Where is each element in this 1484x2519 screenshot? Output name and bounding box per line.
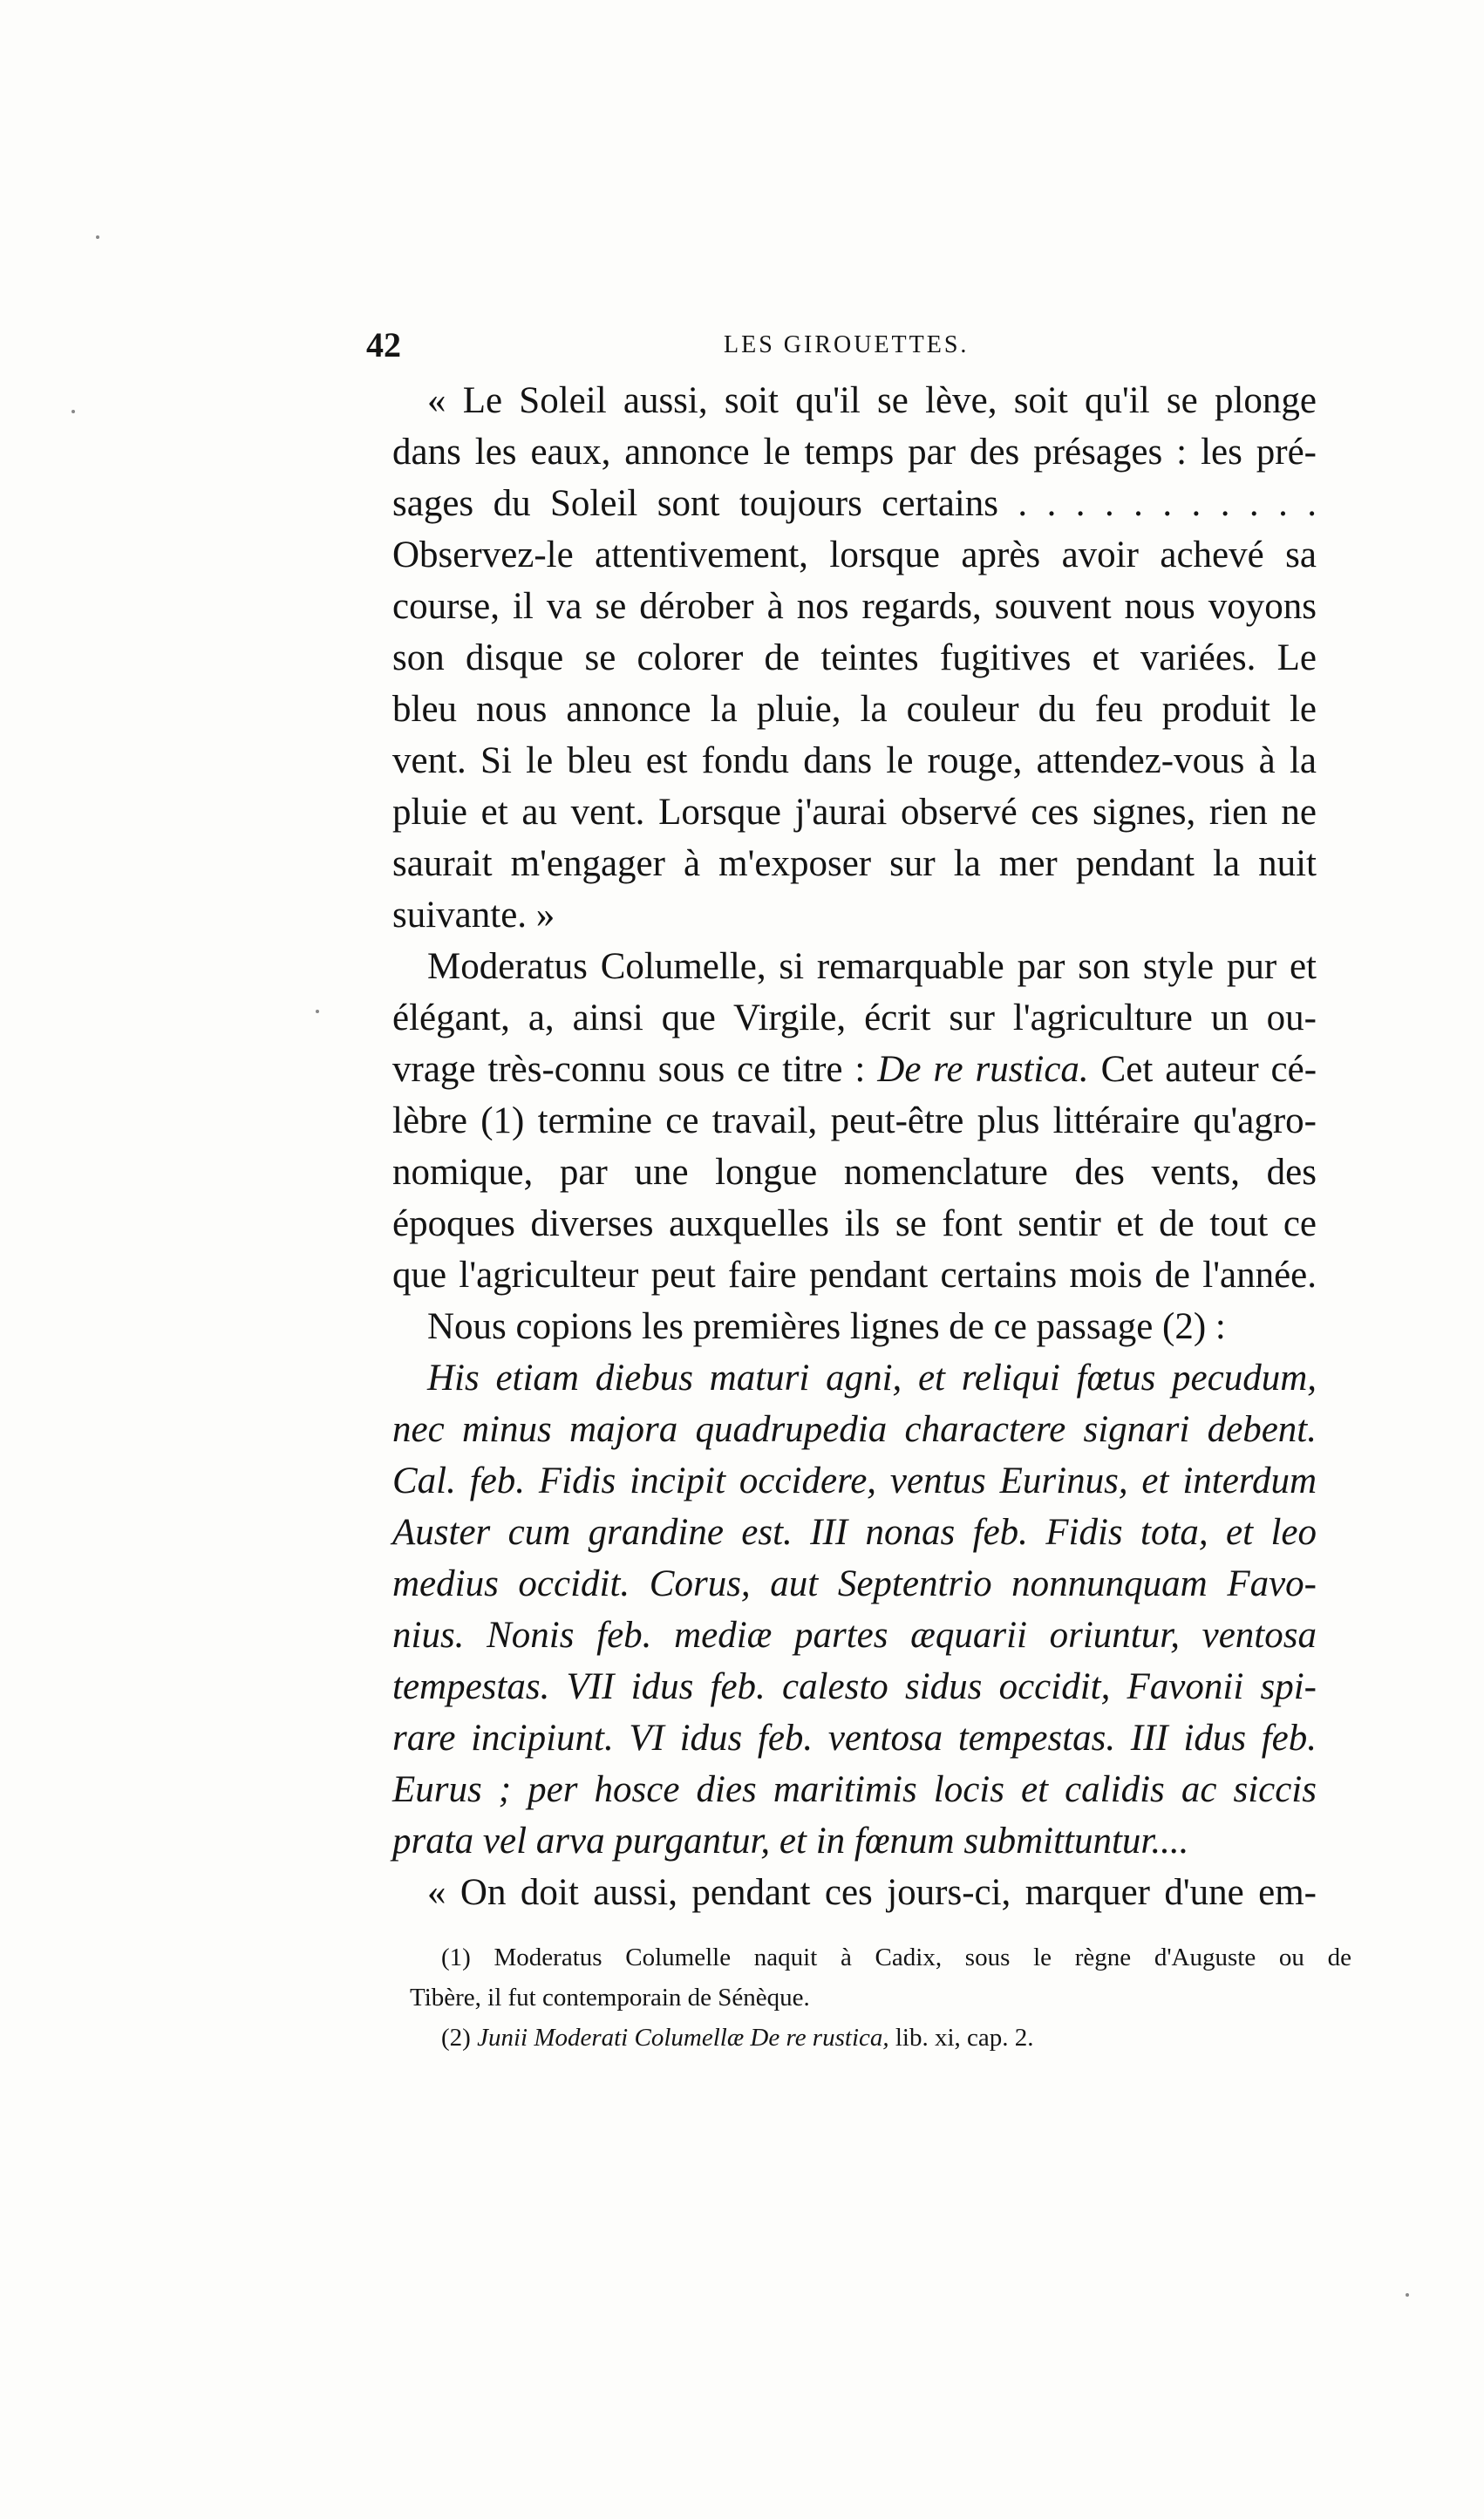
latin-line: Cal. feb. Fidis incipit occidere, ventus Eurinus, et interdum <box>392 1460 1317 1501</box>
text-segment: vrage très-connu sous ce titre : <box>392 1049 866 1090</box>
text-line: course, il va se dérober à nos regards, souvent nous voyons <box>392 586 1317 627</box>
text-line: suivante. » <box>392 895 555 936</box>
paper-speck <box>1406 2293 1409 2297</box>
paper-speck <box>96 235 99 239</box>
text-line-mixed <box>392 1044 1317 1095</box>
text-line: « On doit aussi, pendant ces jours-ci, marquer d'une em- <box>427 1872 1317 1913</box>
text-line: pluie et au vent. Lorsque j'aurai observé ces signes, rien ne <box>392 792 1317 833</box>
latin-line: Eurus ; per hosce dies maritimis locis et calidis ac siccis <box>392 1769 1317 1810</box>
footnotes <box>410 1937 1351 2058</box>
text-segment: Cet auteur cé- <box>1100 1049 1317 1090</box>
text-line: lèbre (1) termine ce travail, peut-être plus littéraire qu'agro- <box>392 1100 1317 1141</box>
text-line: nomique, par une longue nomenclature des vents, des <box>392 1152 1317 1193</box>
text-line: élégant, a, ainsi que Virgile, écrit sur l'agriculture un ou- <box>392 997 1317 1038</box>
footnote-2-number: (2) <box>441 2024 471 2052</box>
footnote-2-title: Junii Moderati Columellæ De re rustica, <box>477 2024 889 2052</box>
text-line: Moderatus Columelle, si remarquable par son style pur et <box>427 946 1317 987</box>
footnote-1-line: Tibère, il fut contemporain de Sénèque. <box>410 1984 810 2012</box>
text-line: époques diverses auxquelles ils se font sentir et de tout ce <box>392 1203 1317 1244</box>
latin-line: tempestas. VII idus feb. calesto sidus occidit, Favonii spi- <box>392 1666 1317 1707</box>
paper-speck <box>71 410 75 413</box>
footnote-1-line: (1) Moderatus Columelle naquit à Cadix, sous le règne d'Auguste ou de <box>441 1944 1351 1971</box>
latin-line: Auster cum grandine est. III nonas feb. Fidis tota, et leo <box>392 1512 1317 1553</box>
text-line: bleu nous annonce la pluie, la couleur du feu produit le <box>392 689 1317 730</box>
paper-speck <box>316 1010 319 1013</box>
text-line: vent. Si le bleu est fondu dans le rouge, attendez-vous à la <box>392 740 1317 781</box>
text-line: Observez-le attentivement, lorsque après avoir achevé sa <box>392 534 1317 575</box>
latin-line: His etiam diebus maturi agni, et reliqui fœtus pecudum, <box>427 1358 1317 1399</box>
footnote-2 <box>410 2018 1351 2058</box>
page-number: 42 <box>366 325 401 364</box>
text-line: saurait m'engager à m'exposer sur la mer pendant la nuit <box>392 843 1317 884</box>
running-title: LES GIROUETTES. <box>724 331 970 358</box>
text-line: « Le Soleil aussi, soit qu'il se lève, soit qu'il se plonge <box>427 380 1317 421</box>
latin-line: prata vel arva purgantur, et in fœnum submittuntur.... <box>392 1821 1189 1862</box>
text-line: Nous copions les premières lignes de ce passage (2) : <box>427 1306 1226 1347</box>
page-header <box>366 324 1325 377</box>
book-title-italic: De re rustica. <box>877 1049 1089 1090</box>
text-line: son disque se colorer de teintes fugitives et variées. Le <box>392 637 1317 678</box>
latin-line: medius occidit. Corus, aut Septentrio nonnunquam Favo- <box>392 1563 1317 1604</box>
latin-line: rare incipiunt. VI idus feb. ventosa tempestas. III idus feb. <box>392 1718 1317 1759</box>
text-line: sages du Soleil sont toujours certains . . . . . . . . . . . <box>392 483 1317 524</box>
text-line: que l'agriculteur peut faire pendant certains mois de l'année. <box>392 1255 1317 1296</box>
body-text <box>392 375 1317 1918</box>
text-line: dans les eaux, annonce le temps par des présages : les pré- <box>392 432 1317 473</box>
footnote-2-reference: lib. xi, cap. 2. <box>895 2024 1034 2052</box>
latin-line: nius. Nonis feb. mediæ partes æquarii oriuntur, ventosa <box>392 1615 1317 1656</box>
latin-line: nec minus majora quadrupedia charactere signari debent. <box>392 1409 1317 1450</box>
